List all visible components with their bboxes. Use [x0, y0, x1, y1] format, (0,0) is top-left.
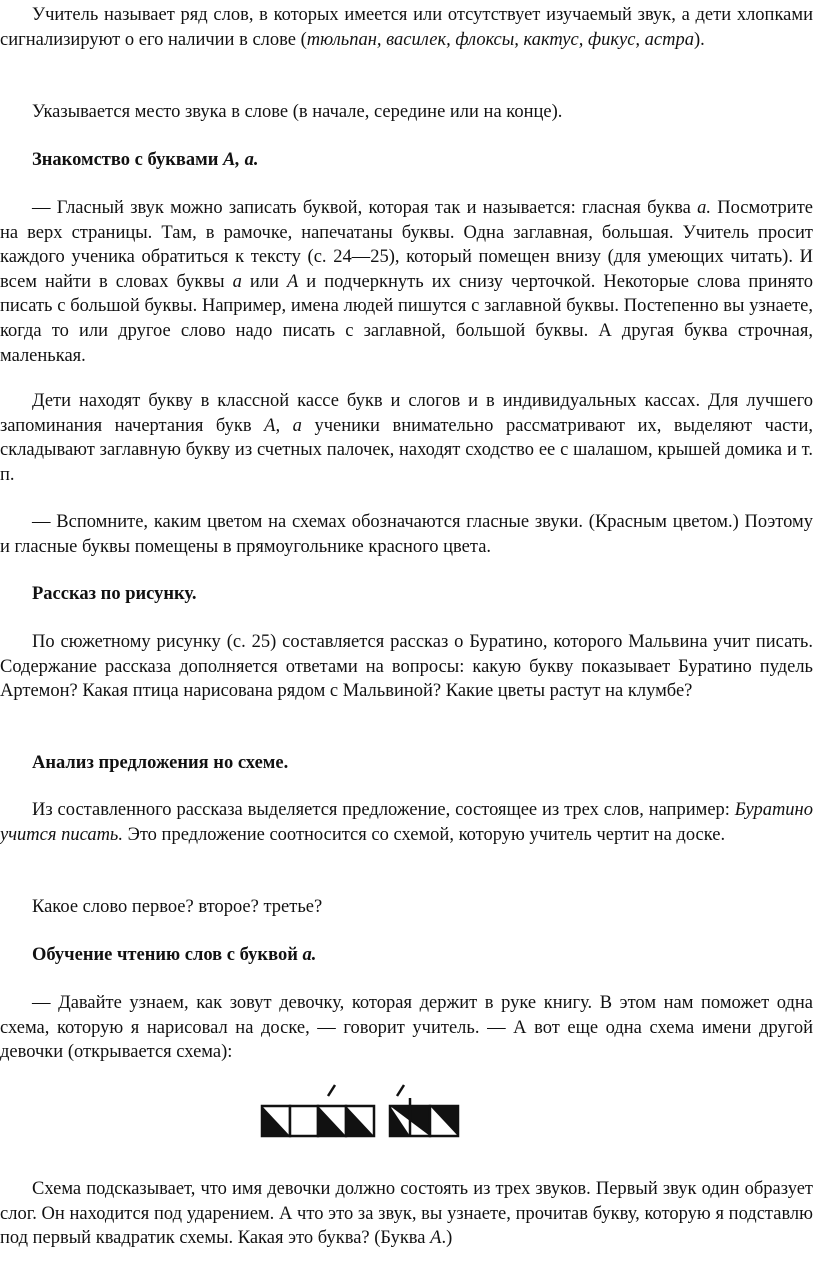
heading-letters-a: Знакомство с буквами А, а. — [32, 150, 259, 170]
heading-reading-words: Обучение чтению слов с буквой а. — [32, 945, 317, 965]
scheme-word-1 — [262, 1085, 374, 1136]
scheme-word-2 — [390, 1085, 458, 1136]
sound-scheme-diagram — [256, 1080, 556, 1142]
paragraph-letter-cash: Дети находят букву в классной кассе букв и слогов и в индивидуальных кассах. Для лучшего запоминания начертания букв А, а ученики внимательно рассматривают их, выделяют части, складывают заглавную букву из счетных палочек, находят сходство ее с шалашом, крышей домика и т. п. — [0, 391, 813, 485]
paragraph-sentence-scheme: Из составленного рассказа выделяется предложение, состоящее из трех слов, например: Буратино учится писать. Это предложение соотносится со схемой, которую учитель чертит на доске. — [0, 800, 813, 845]
stress-mark — [397, 1085, 404, 1096]
scheme-cell-vowel — [290, 1106, 318, 1136]
heading-sentence-analysis: Анализ предложения но схеме. — [32, 753, 289, 773]
paragraph-vowel-color: — Вспомните, каким цветом на схемах обозначаются гласные звуки. (Красным цветом.) Поэтому и гласные буквы помещены в прямоугольнике красного цвета. — [0, 512, 813, 557]
paragraph-three-sounds: Схема подсказывает, что имя девочки должно состоять из трех звуков. Первый звук один образует слог. Он находится под ударением. А что это за звук, вы узнаете, прочитав букву, которую я подставлю под первый квадратик схемы. Какая это буква? (Буква А.) — [0, 1179, 813, 1249]
paragraph-sound-clapping: Учитель называет ряд слов, в которых имеется или отсутствует изучаемый звук, а дети хлопками сигнализируют о его наличии в слове (тюльпан, василек, флоксы, кактус, фикус, астра). — [0, 5, 813, 50]
paragraph-girl-name-scheme: — Давайте узнаем, как зовут девочку, которая держит в руке книгу. В этом нам поможет одна схема, которую я нарисовал на доске, — говорит учитель. — А вот еще одна схема имени другой девочки (открывается схема): — [0, 993, 813, 1063]
paragraph-vowel-letter: — Гласный звук можно записать буквой, которая так и называется: гласная буква а. Посмотрите на верх страницы. Там, в рамочке, напечатаны буквы. Одна заглавная, большая. Учитель просит каждого ученика обратиться к тексту (с. 24—25), который помещен внизу (для умеющих читать). И всем найти в словах буквы а или А и подчеркнуть их снизу черточкой. Некоторые слова принято писать с большой буквы. Например, имена людей пишутся с заглавной буквы. Постепенно вы узнаете, когда то или другое слово надо писать с заглавной, большой буквы. А другая буква строчная, маленькая. — [0, 198, 813, 366]
paragraph-buratino-story: По сюжетному рисунку (с. 25) составляется рассказ о Буратино, которого Мальвина учит писать. Содержание рассказа дополняется ответами на вопросы: какую букву показывает Буратино пудель Артемон? Какая птица нарисована рядом с Мальвиной? Какие цветы растут на клумбе? — [0, 632, 813, 702]
example-words: тюльпан, василек, флоксы, кактус, фикус, астра — [306, 29, 694, 50]
paragraph-sound-position: Указывается место звука в слове (в начале, середине или на конце). — [32, 102, 563, 122]
stress-mark — [328, 1085, 335, 1096]
heading-picture-story: Рассказ по рисунку. — [32, 584, 197, 604]
paragraph-word-order-question: Какое слово первое? второе? третье? — [32, 897, 323, 917]
